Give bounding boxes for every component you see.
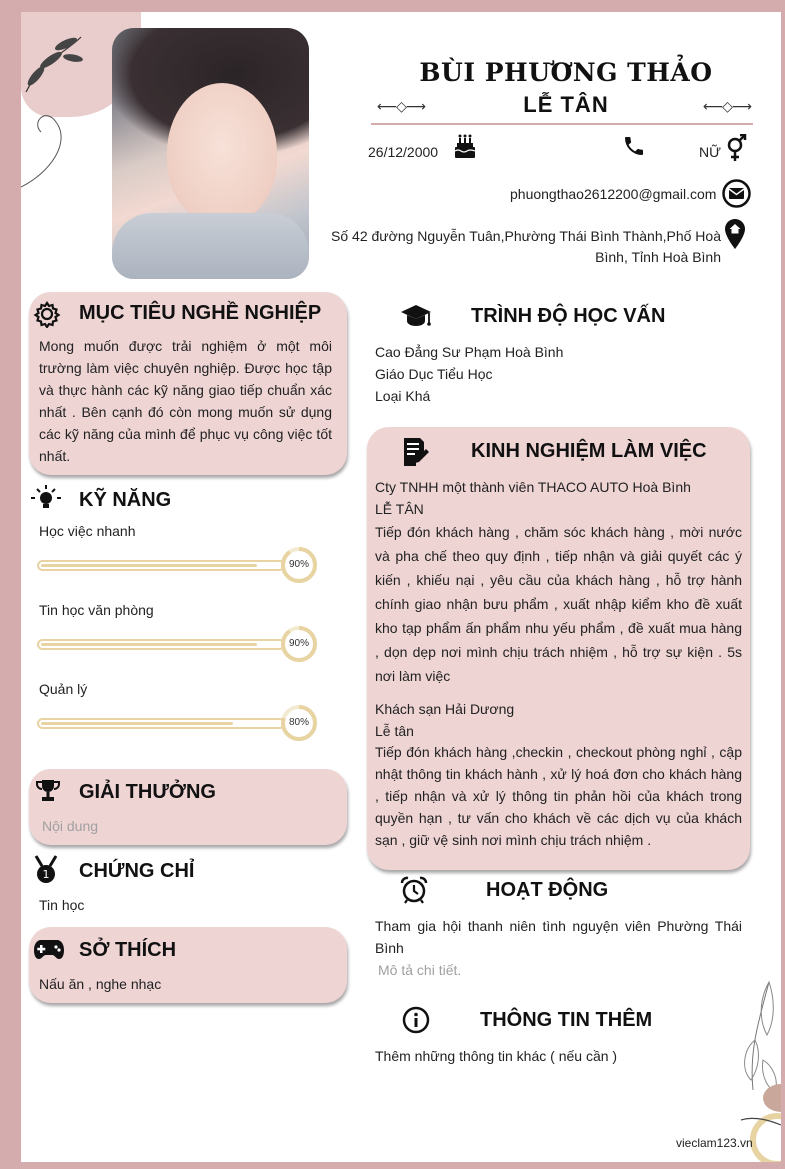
gamepad-icon	[33, 937, 65, 961]
awards-text: Nội dung	[42, 818, 99, 834]
skill-bar-fill	[41, 722, 233, 725]
skill-percent: 90%	[288, 559, 309, 570]
skill-bar	[37, 639, 285, 650]
extra-title: THÔNG TIN THÊM	[480, 1009, 653, 1031]
skill-percent: 90%	[288, 638, 309, 649]
address-line-2: Bình, Tỉnh Hoà Bình	[595, 249, 721, 265]
graduation-cap-icon	[400, 303, 432, 331]
objective-title: MỤC TIÊU NGHỀ NGHIỆP	[79, 302, 322, 324]
address	[321, 226, 721, 268]
flourish-left-icon: ⟵◇⟶	[377, 98, 425, 114]
birthday: 26/12/2000	[368, 144, 439, 160]
activities-title: HOẠT ĐỘNG	[486, 879, 609, 901]
skill-bar-fill	[41, 643, 257, 646]
job-title: LỄ TÂN	[523, 92, 609, 117]
job-2-description: Tiếp đón khách hàng ,checkin , checkout phòng nghỉ , cập nhật thông tin khách hành , xử lý hoá đơn cho khách hàng , tiếp nhận và xử lý thông tin phản hồi của khách trong quyền hạn , tư vấn cho khách về các dịch vụ của khách sạn , giữ vệ sinh nơi mình chịu trách nhiệm .	[375, 744, 742, 848]
info-icon	[402, 1006, 430, 1034]
education-grade: Loại Khá	[375, 388, 431, 404]
watermark: vieclam123.vn	[676, 1136, 753, 1150]
svg-text:1: 1	[42, 868, 50, 881]
certificates-title: CHỨNG CHỈ	[79, 860, 195, 882]
skill-name: Tin học văn phòng	[39, 602, 154, 618]
alarm-clock-icon	[400, 876, 428, 904]
objective-text: Mong muốn được trải nghiệm ở một môi trường làm việc chuyên nghiệp. Được học tập và thực hành các kỹ năng giao tiếp chuẩn xác nhất . Bên cạnh đó còn mong muốn sử dụng các kỹ năng của mình để phục vụ công việc tốt nhất.	[39, 338, 332, 464]
skill-percent-ring	[280, 704, 318, 742]
awards-title: GIẢI THƯỞNG	[79, 781, 216, 803]
skill-percent-ring	[280, 625, 318, 663]
job-1-position: LỄ TÂN	[375, 501, 424, 517]
email: phuongthao2612200@gmail.com	[510, 186, 717, 202]
job-2-position: Lễ tân	[375, 723, 414, 739]
document-edit-icon	[402, 437, 430, 467]
profile-photo	[112, 28, 309, 279]
decorative-branch-icon	[729, 980, 781, 1162]
phone-icon	[622, 134, 646, 158]
cv-page	[21, 12, 781, 1162]
skill-bar-fill	[41, 564, 257, 567]
job-1-company: Cty TNHH một thành viên THACO AUTO Hoà Bình	[375, 479, 691, 495]
location-pin-icon	[724, 218, 746, 250]
skill-bar	[37, 560, 285, 571]
job-1-description: Tiếp đón khách hàng , chăm sóc khách hàng , mời nước và pha chế theo quy định , tiếp nhận và giải quyết các ý kiến , khiếu nại , yêu cầu của khách hàng , hỗ trợ hành chính giao nhận bưu phẩm , xuất nhập kiểm kho đề xuất kho tạp phẩm ấn phẩm nhu yếu phẩm , đề xuất mua hàng , dọn dẹp nơi mình chịu trách nhiệm , hỗ trợ sự kiện . 5s nơi làm việc	[375, 524, 742, 684]
skill-percent: 80%	[288, 717, 309, 728]
lightbulb-icon	[31, 484, 61, 514]
activities-detail: Mô tả chi tiết.	[378, 962, 462, 978]
flourish-right-icon: ⟵◇⟶	[703, 98, 751, 114]
activities-text: Tham gia hội thanh niên tình nguyện viên Phường Thái Bình	[375, 918, 742, 956]
candidate-name: BÙI PHƯƠNG THẢO	[419, 58, 713, 87]
skill-bar	[37, 718, 285, 729]
email-icon	[722, 179, 751, 208]
medal-icon	[33, 855, 59, 885]
hobbies-text: Nấu ăn , nghe nhạc	[39, 976, 162, 992]
skills-title: KỸ NĂNG	[79, 489, 172, 511]
job-2-company: Khách sạn Hải Dương	[375, 701, 515, 717]
education-title: TRÌNH ĐỘ HỌC VẤN	[471, 305, 666, 327]
hobbies-title: SỞ THÍCH	[79, 939, 177, 961]
trophy-icon	[35, 778, 61, 804]
gender: NỮ	[699, 144, 722, 160]
education-school: Cao Đẳng Sư Phạm Hoà Bình	[375, 344, 564, 360]
gear-icon	[33, 300, 61, 328]
birthday-cake-icon	[453, 134, 477, 160]
certificates-text: Tin học	[39, 897, 85, 913]
top-accent-bar	[0, 0, 785, 12]
skill-name: Học việc nhanh	[39, 523, 136, 539]
extra-text: Thêm những thông tin khác ( nếu cần )	[375, 1048, 618, 1064]
education-major: Giáo Dục Tiểu Học	[375, 366, 493, 382]
skill-name: Quản lý	[39, 681, 88, 697]
experience-title: KINH NGHIỆM LÀM VIỆC	[471, 440, 707, 462]
skill-percent-ring	[280, 546, 318, 584]
decorative-leaf-icon	[21, 32, 111, 192]
address-line-1: Số 42 đường Nguyễn Tuân,Phường Thái Bình Thành,Phố Hoà	[331, 228, 721, 244]
header-divider	[371, 123, 753, 125]
gender-icon	[725, 134, 747, 162]
